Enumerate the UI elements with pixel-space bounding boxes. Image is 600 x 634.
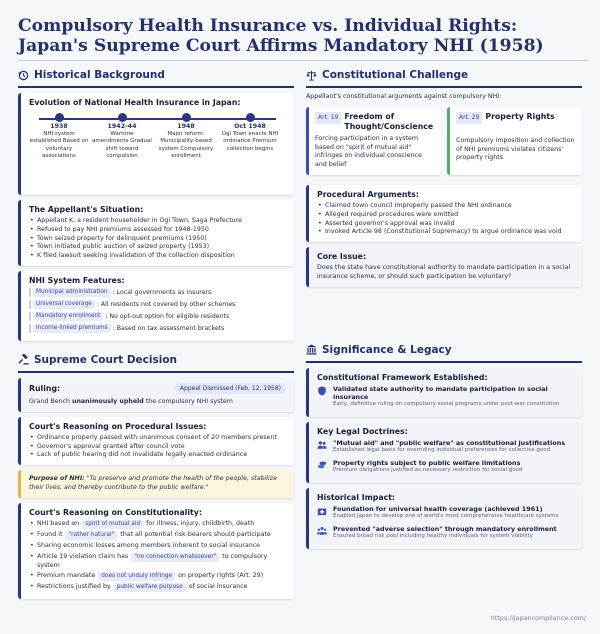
- feature-desc: : All residents not covered by other schemes: [96, 300, 236, 308]
- core-issue-title: Core Issue:: [317, 252, 367, 262]
- list-item: • Refused to pay NHI premiums assessed for 1948-1950: [29, 226, 286, 235]
- users-icon: [317, 440, 327, 450]
- impact-card: [306, 488, 582, 549]
- timeline-year: Oct 1948: [234, 123, 266, 130]
- list-item: [29, 531, 286, 540]
- list-item: • Lack of public hearing did not invalidate legally enacted ordinance: [29, 451, 286, 460]
- item-post: that all potential risk-bearers should participate: [120, 530, 271, 538]
- feature-tag: Municipal administration: [33, 288, 111, 297]
- item-body: [333, 439, 565, 455]
- impact-title: Historical Impact:: [317, 493, 396, 503]
- ruling-row: [29, 383, 286, 394]
- constitutional-reasoning-title: Court's Reasoning on Constitutionality:: [29, 507, 202, 517]
- timeline-title: Evolution of National Health Insurance in Japan:: [29, 98, 241, 107]
- scale-icon: [306, 70, 317, 81]
- legacy-heading: [306, 341, 582, 359]
- item-sub: Enabled Japan to develop one of world's most comprehensive healthcare systems: [333, 513, 559, 520]
- list-item: [29, 572, 286, 581]
- list-item: • Ordinance properly passed with unanimous consent of 20 members present: [29, 434, 286, 443]
- timeline: [29, 110, 286, 190]
- challenge-title: Property Rights: [485, 111, 555, 121]
- purpose-label: Purpose of NHI:: [29, 475, 85, 483]
- list-item: [29, 583, 286, 592]
- section-divider: [306, 86, 582, 88]
- item-body: [333, 525, 557, 541]
- item-pre: Found it: [37, 530, 63, 538]
- procedural-arguments-list: [317, 202, 574, 237]
- ruling-card: [18, 378, 294, 412]
- decision-heading-text: Supreme Court Decision: [34, 353, 178, 366]
- challenge-header: [456, 112, 576, 131]
- features-card: [18, 271, 294, 341]
- timeline-year: 1948: [177, 123, 195, 130]
- challenge-header: [315, 112, 435, 132]
- list-item: [29, 542, 286, 551]
- item-pre: Article 19 violation claim has: [37, 552, 129, 560]
- item-sub: Ensured broad risk pool including healthy individuals for system viability: [333, 532, 533, 539]
- framework-card: [306, 368, 582, 418]
- clinic-icon: [317, 506, 327, 516]
- section-divider: [18, 86, 294, 88]
- decision-heading: [18, 351, 294, 369]
- impact-item: [317, 505, 574, 521]
- page-title: Compulsory Health Insurance vs. Individual Rights: Japan's Supreme Court Affirms Mandatory NHI (1958): [18, 16, 544, 56]
- item-title: Validated state authority to mandate participation in social insurance: [333, 384, 548, 401]
- item-sub: Established legal basis for overriding individual preferences for collective good: [333, 447, 551, 454]
- doctrine-item: [317, 439, 574, 455]
- item-tag: spirit of mutual aid: [82, 520, 143, 529]
- constitutional-intro: Appellant's constitutional arguments against compulsory NHI:: [306, 93, 502, 100]
- feature-desc: : No opt-out option for eligible residents: [105, 312, 230, 320]
- constitutional-reasoning-list: [29, 520, 286, 593]
- list-item: • Asserted governor's approval was invalid: [317, 220, 574, 229]
- historical-heading: [18, 66, 294, 84]
- challenge-desc: Forcing participation in a system based on "spirit of mutual aid" infringes on individual conscience and belief: [315, 134, 422, 169]
- constitutional-heading: [306, 66, 582, 84]
- landmark-icon: [306, 344, 317, 355]
- item-tag: public welfare purpose: [114, 583, 186, 592]
- list-item: • Invoked Article 98 (Constitutional Supremacy) to argue ordinance was void: [317, 228, 574, 237]
- item-post: of social insurance: [188, 583, 248, 591]
- ruling-text: [29, 398, 286, 407]
- constitutional-reasoning-card: [18, 503, 294, 600]
- purpose-quote-card: [18, 470, 294, 498]
- purpose-text: "To preserve and promote the health of the people, stabilize their lives, and thereby contribute to the public welfare.": [29, 475, 277, 491]
- section-divider: [18, 371, 294, 373]
- item-post: to compulsory system: [37, 552, 268, 569]
- footer-url[interactable]: https://japancompliance.com/: [490, 614, 586, 622]
- item-pre: Sharing economic losses among members inherent to social insurance: [37, 541, 261, 549]
- timeline-year: 1938: [50, 123, 68, 130]
- procedural-reasoning-card: [18, 417, 294, 465]
- list-item: [29, 553, 286, 571]
- framework-item: [317, 385, 574, 409]
- item-post: for illness, injury, childbirth, death: [146, 519, 255, 527]
- feature-item: [29, 312, 286, 321]
- item-body: [333, 505, 559, 521]
- history-icon: [18, 70, 29, 81]
- right-column: [306, 66, 582, 554]
- ruling-label: Ruling:: [29, 383, 61, 393]
- item-title: "Mutual aid" and "public welfare" as constitutional justifications: [333, 439, 566, 448]
- feature-tag: Mandatory enrollment: [33, 312, 103, 321]
- framework-title: Constitutional Framework Established:: [317, 372, 488, 382]
- timeline-dot: [55, 113, 64, 122]
- item-body: [333, 459, 523, 475]
- doctrines-card: [306, 422, 582, 483]
- challenge-card-art29: [447, 107, 582, 175]
- timeline-dot: [182, 113, 191, 122]
- timeline-card: [18, 93, 294, 195]
- list-item: • K filed lawsuit seeking invalidation of the collection disposition: [29, 252, 286, 261]
- list-item: • Governor's approval granted after council vote: [29, 443, 286, 452]
- feature-tag: Income-linked premiums: [33, 324, 111, 333]
- item-title: Property rights subject to public welfare limitations: [333, 458, 521, 467]
- timeline-dot: [246, 113, 255, 122]
- list-item: • Appellant K, a resident householder in Ogi Town, Saga Prefecture: [29, 217, 286, 226]
- legacy-heading-text: Significance & Legacy: [322, 343, 452, 356]
- timeline-item: [92, 113, 152, 161]
- item-tag: does not unduly infringe: [98, 572, 175, 581]
- ruling-bold: unanimously upheld: [71, 397, 144, 405]
- item-pre: Premium mandate: [37, 572, 96, 580]
- item-sub: Early, definitive ruling on compulsory social programs under post-war constitution: [333, 400, 560, 407]
- timeline-dot: [118, 113, 127, 122]
- challenge-card-art19: [306, 107, 441, 175]
- timeline-desc: NHI system established Based on voluntary associations: [29, 131, 89, 160]
- constitutional-heading-text: Constitutional Challenge: [322, 69, 469, 81]
- item-tag: "no connection whatsoever": [131, 553, 219, 562]
- item-title: Prevented "adverse selection" through mandatory enrollment: [333, 524, 557, 533]
- ruling-post: the compulsory NHI system: [143, 397, 233, 405]
- doctrines-title: Key Legal Doctrines:: [317, 427, 408, 437]
- list-item: [29, 520, 286, 529]
- procedural-arguments-card: [306, 185, 582, 242]
- item-tag: "rather natural": [65, 531, 117, 540]
- feature-tag: Universal coverage: [33, 300, 95, 309]
- appellant-list: [29, 217, 286, 261]
- timeline-desc: Major reform: Municipality-based system Compulsory enrollment: [158, 131, 214, 160]
- list-item: • Town initiated public auction of seized property (1953): [29, 243, 286, 252]
- item-body: [333, 385, 574, 409]
- feature-item: [29, 300, 286, 309]
- impact-item: [317, 525, 574, 541]
- constitutional-section: [306, 66, 582, 287]
- historical-heading-text: Historical Background: [34, 69, 165, 81]
- appellant-card: [18, 200, 294, 266]
- feature-desc: : Local governments as insurers: [112, 288, 212, 296]
- list-item: • Claimed town council improperly passed the NHI ordinance: [317, 202, 574, 211]
- item-pre: Restrictions justified by: [37, 583, 111, 591]
- doctrine-item: [317, 459, 574, 475]
- item-pre: NHI based on: [37, 519, 80, 527]
- procedural-reasoning-list: [29, 434, 286, 460]
- procedural-reasoning-title: Court's Reasoning on Procedural Issues:: [29, 421, 207, 431]
- feature-desc: : Based on tax assessment brackets: [112, 324, 225, 332]
- legacy-section: [306, 341, 582, 550]
- timeline-desc: Ogi Town enacts NHI ordinance Premium collection begins: [221, 131, 279, 152]
- group-icon: [317, 526, 327, 536]
- list-item: • Alleged required procedures were omitted: [317, 211, 574, 220]
- procedural-arguments-title: Procedural Arguments:: [317, 189, 419, 199]
- core-issue-text: Does the state have constitutional authority to mandate participation in a social insurance scheme, or should such participation be voluntary?: [317, 264, 571, 280]
- gavel-icon: [18, 354, 29, 365]
- challenge-row: [306, 107, 582, 175]
- feature-item: [29, 324, 286, 333]
- item-post: on property rights (Art. 29): [178, 572, 264, 580]
- coins-icon: [317, 460, 327, 470]
- timeline-item: [29, 113, 89, 161]
- ruling-badge: Appeal Dismissed (Feb. 12, 1958): [175, 383, 286, 394]
- section-divider: [306, 361, 582, 363]
- shield-icon: [317, 386, 327, 396]
- decision-section: [18, 351, 294, 599]
- title-divider: [18, 60, 588, 61]
- item-title: Foundation for universal health coverage (achieved 1961): [333, 505, 543, 514]
- left-column: [18, 66, 294, 604]
- purpose-quote: [29, 475, 286, 493]
- feature-item: [29, 288, 286, 297]
- core-issue-card: [306, 247, 582, 287]
- timeline-year: 1942-44: [107, 123, 137, 130]
- item-sub: Premium obligations justified as necessary restriction for social good: [333, 466, 523, 473]
- timeline-desc: Wartime amendments Gradual shift toward compulsion: [92, 131, 152, 160]
- features-title: NHI System Features:: [29, 275, 125, 285]
- ruling-pre: Grand Bench: [29, 397, 72, 405]
- appellant-title: The Appellant's Situation:: [29, 205, 144, 214]
- timeline-item: [156, 113, 216, 161]
- challenge-desc: Compulsory imposition and collection of NHI premiums violates citizens' property rights: [456, 136, 575, 162]
- article-badge: Art. 29: [456, 112, 482, 124]
- timeline-item: [220, 113, 280, 153]
- challenge-title: Freedom of Thought/Conscience: [344, 111, 434, 131]
- historical-section: [18, 66, 294, 341]
- article-badge: Art. 19: [315, 112, 341, 124]
- list-item: • Town seized property for delinquent premiums (1950): [29, 235, 286, 244]
